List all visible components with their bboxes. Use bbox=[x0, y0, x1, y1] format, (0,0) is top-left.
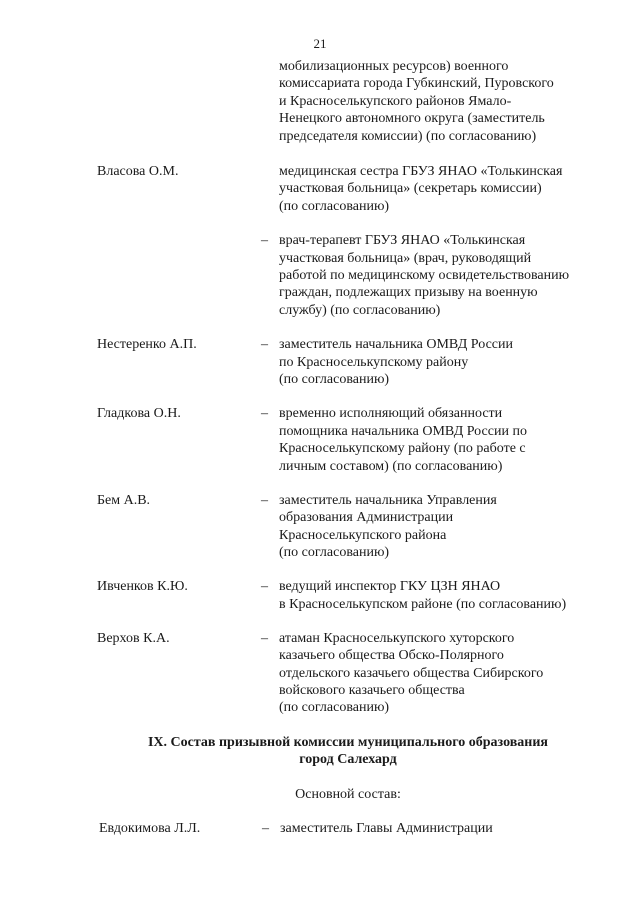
member-role-line: граждан, подлежащих призыву на военную bbox=[279, 285, 538, 300]
member-name: Верхов К.А. bbox=[97, 631, 170, 646]
member-role-line: участковая больница» (врач, руководящий bbox=[279, 251, 532, 266]
member-role-line: медицинская сестра ГБУЗ ЯНАО «Толькинская bbox=[279, 164, 563, 179]
member-role-line: участковая больница» (секретарь комиссии) bbox=[279, 181, 542, 196]
member-role-line: работой по медицинскому освидетельствованию bbox=[279, 268, 570, 283]
member-dash: – bbox=[261, 406, 268, 421]
member-dash: – bbox=[262, 821, 269, 836]
member-role-line: заместитель Главы Администрации bbox=[280, 821, 493, 836]
member-dash: – bbox=[261, 579, 268, 594]
member-role-line: ведущий инспектор ГКУ ЦЗН ЯНАО bbox=[279, 579, 501, 594]
member-role-line: (по согласованию) bbox=[279, 199, 390, 214]
member-role-line: заместитель начальника Управления bbox=[279, 493, 497, 508]
member-dash: – bbox=[261, 233, 268, 248]
member-role-line: отдельского казачьего общества Сибирского bbox=[279, 666, 544, 681]
member-name: Гладкова О.Н. bbox=[97, 406, 181, 421]
member-role-line: службу) (по согласованию) bbox=[279, 303, 441, 318]
member-role-line: образования Администрации bbox=[279, 510, 454, 525]
member-role-line: личным составом) (по согласованию) bbox=[279, 459, 503, 474]
member-role-line: (по согласованию) bbox=[279, 545, 390, 560]
member-role-line: (по согласованию) bbox=[279, 700, 390, 715]
subheading: Основной состав: bbox=[295, 787, 401, 802]
continuation-line: председателя комиссии) (по согласованию) bbox=[279, 129, 537, 144]
member-role-line: по Красноселькупскому району bbox=[279, 355, 469, 370]
member-role-line: помощника начальника ОМВД России по bbox=[279, 424, 527, 439]
section-heading-line: IX. Состав призывной комиссии муниципального образования bbox=[147, 735, 548, 750]
member-role-line: врач-терапевт ГБУЗ ЯНАО «Толькинская bbox=[279, 233, 526, 248]
continuation-line: и Красноселькупского районов Ямало- bbox=[279, 94, 512, 109]
member-role-line: казачьего общества Обско-Полярного bbox=[279, 648, 504, 663]
member-name: Власова О.М. bbox=[97, 164, 179, 179]
member-role-line: Красноселькупского района bbox=[279, 528, 447, 543]
member-role-line: войскового казачьего общества bbox=[279, 683, 465, 698]
member-name: Евдокимова Л.Л. bbox=[99, 821, 201, 836]
member-role-line: (по согласованию) bbox=[279, 372, 390, 387]
member-name: Бем А.В. bbox=[97, 493, 151, 508]
member-dash: – bbox=[261, 337, 268, 352]
member-dash: – bbox=[261, 631, 268, 646]
section-heading-line: город Салехард bbox=[299, 752, 397, 767]
member-role-line: атаман Красноселькупского хуторского bbox=[279, 631, 515, 646]
member-role-line: в Красноселькупском районе (по согласованию) bbox=[279, 597, 567, 612]
member-dash: – bbox=[261, 493, 268, 508]
member-name: Ивченков К.Ю. bbox=[97, 579, 188, 594]
continuation-line: комиссариата города Губкинский, Пуровского bbox=[279, 76, 554, 91]
member-name: Нестеренко А.П. bbox=[97, 337, 197, 352]
member-role-line: временно исполняющий обязанности bbox=[279, 406, 503, 421]
member-role-line: заместитель начальника ОМВД России bbox=[279, 337, 513, 352]
page-number: 21 bbox=[313, 36, 327, 51]
continuation-line: Ненецкого автономного округа (заместитель bbox=[279, 111, 545, 126]
member-role-line: Красноселькупскому району (по работе с bbox=[279, 441, 526, 456]
continuation-line: мобилизационных ресурсов) военного bbox=[279, 59, 509, 74]
